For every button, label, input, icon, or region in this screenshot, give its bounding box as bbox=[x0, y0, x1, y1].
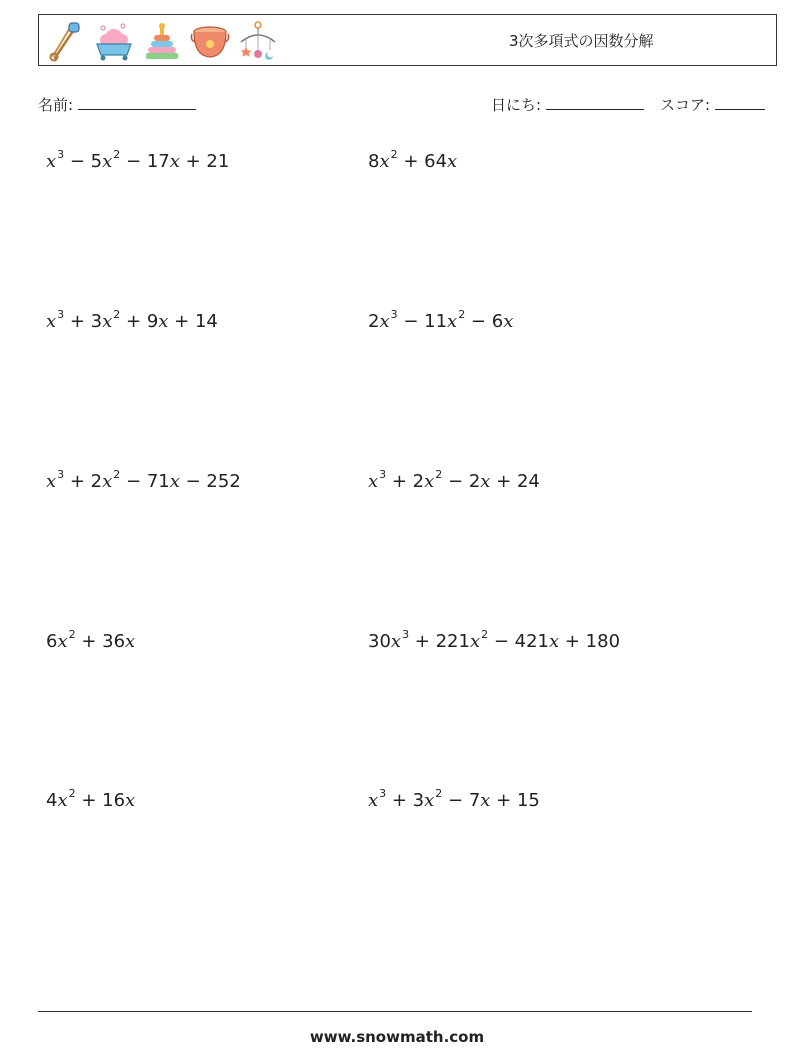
safety-pin-icon bbox=[45, 20, 87, 62]
problem-part: + 2 bbox=[64, 471, 103, 492]
problem-part: − 11 bbox=[397, 311, 448, 332]
problem-part: + 14 bbox=[168, 311, 218, 332]
problem-part: 3 bbox=[57, 468, 65, 481]
problem-expression bbox=[368, 150, 457, 172]
problem-part: x bbox=[447, 311, 458, 332]
problem-part: x bbox=[469, 631, 481, 652]
problem-part: − 17 bbox=[120, 151, 170, 172]
problem-part: + 64 bbox=[397, 151, 448, 172]
problem-part: x bbox=[158, 311, 169, 332]
date-blank[interactable] bbox=[546, 95, 644, 110]
problem-part: x bbox=[46, 151, 57, 172]
date-label: 日にち: bbox=[491, 96, 542, 114]
problem-part: x bbox=[46, 471, 57, 492]
problem-part: + 15 bbox=[490, 790, 540, 811]
name-blank[interactable] bbox=[78, 95, 196, 110]
problem-expression bbox=[46, 470, 241, 492]
problem-part: 2 bbox=[390, 148, 398, 161]
problem-part: x bbox=[125, 790, 136, 811]
problem-part: + 9 bbox=[120, 311, 159, 332]
problem-part: 2 bbox=[435, 787, 443, 800]
problem-expression bbox=[46, 630, 135, 652]
worksheet-title: 3次多項式の因数分解 bbox=[509, 32, 654, 50]
header-icons bbox=[45, 19, 279, 63]
problem-part: + 16 bbox=[75, 790, 126, 811]
problem-part: x bbox=[368, 790, 379, 811]
problem-part: x bbox=[390, 631, 402, 652]
problem-part: x bbox=[480, 790, 491, 811]
problem-part: 2 bbox=[113, 468, 121, 481]
problem-part: + 3 bbox=[64, 311, 103, 332]
problem-part: 2 bbox=[68, 787, 76, 800]
problem-part: x bbox=[57, 790, 68, 811]
problem-part: x bbox=[379, 151, 390, 172]
problem-part: 3 bbox=[57, 148, 65, 161]
problem-part: x bbox=[424, 471, 435, 492]
problem-expression bbox=[368, 310, 513, 332]
problem-part: 2 bbox=[68, 628, 76, 641]
problem-part: x bbox=[447, 151, 458, 172]
problem-part: 2 bbox=[435, 468, 443, 481]
problem-part: x bbox=[169, 471, 180, 492]
problem-part: + 180 bbox=[559, 631, 621, 652]
problem-part: x bbox=[102, 311, 113, 332]
footer-url: www.snowmath.com bbox=[309, 1028, 485, 1046]
problem-part: 2 bbox=[458, 308, 466, 321]
problem-part: x bbox=[368, 471, 379, 492]
problem-part: 3 bbox=[402, 628, 410, 641]
name-field[interactable] bbox=[38, 94, 196, 115]
problem-expression bbox=[368, 630, 620, 652]
problem-part: − 421 bbox=[488, 631, 549, 652]
problem-expression bbox=[46, 789, 135, 811]
problem-part: − 7 bbox=[442, 790, 481, 811]
problem-part: 4 bbox=[46, 790, 58, 811]
problem-part: 2 bbox=[481, 628, 489, 641]
problem-part: x bbox=[379, 311, 390, 332]
problem-part: 2 bbox=[368, 311, 380, 332]
problem-part: + 36 bbox=[75, 631, 126, 652]
problem-part: 6 bbox=[46, 631, 58, 652]
problem-part: + 21 bbox=[179, 151, 230, 172]
problem-part: x bbox=[102, 471, 113, 492]
problem-part: x bbox=[46, 311, 57, 332]
name-label: 名前: bbox=[38, 96, 74, 114]
score-blank[interactable] bbox=[715, 95, 765, 110]
problem-part: x bbox=[503, 311, 514, 332]
crib-mobile-icon bbox=[237, 20, 279, 62]
ring-stacker-icon bbox=[141, 20, 183, 62]
problem-part: 8 bbox=[368, 151, 380, 172]
problem-part: − 252 bbox=[179, 471, 241, 492]
date-field[interactable] bbox=[491, 94, 644, 115]
problem-expression bbox=[46, 150, 229, 172]
baby-bath-icon bbox=[93, 20, 135, 62]
problem-part: + 3 bbox=[386, 790, 425, 811]
problem-part: 30 bbox=[368, 631, 391, 652]
problem-part: − 2 bbox=[442, 471, 481, 492]
problem-part: + 2 bbox=[386, 471, 425, 492]
problem-part: − 6 bbox=[465, 311, 504, 332]
problem-part: x bbox=[549, 631, 560, 652]
problem-part: 3 bbox=[379, 468, 387, 481]
problem-part: x bbox=[169, 151, 180, 172]
problem-part: 2 bbox=[113, 148, 121, 161]
problem-part: 3 bbox=[379, 787, 387, 800]
problem-part: x bbox=[57, 631, 68, 652]
problem-expression bbox=[368, 470, 540, 492]
problem-part: + 24 bbox=[490, 471, 540, 492]
worksheet-header bbox=[38, 14, 777, 66]
problem-part: 3 bbox=[57, 308, 65, 321]
problem-part: x bbox=[125, 631, 136, 652]
problem-expression bbox=[46, 310, 218, 332]
problem-part: x bbox=[424, 790, 435, 811]
score-field[interactable] bbox=[660, 94, 765, 115]
footer-divider bbox=[38, 1011, 752, 1012]
problem-part: 2 bbox=[113, 308, 121, 321]
problem-part: 3 bbox=[390, 308, 398, 321]
problem-part: + 221 bbox=[409, 631, 470, 652]
problem-part: x bbox=[102, 151, 113, 172]
baby-pot-icon bbox=[189, 20, 231, 62]
problem-part: − 71 bbox=[120, 471, 170, 492]
score-label: スコア: bbox=[660, 96, 711, 114]
problem-part: − 5 bbox=[64, 151, 103, 172]
problem-part: x bbox=[480, 471, 491, 492]
problem-expression bbox=[368, 789, 540, 811]
